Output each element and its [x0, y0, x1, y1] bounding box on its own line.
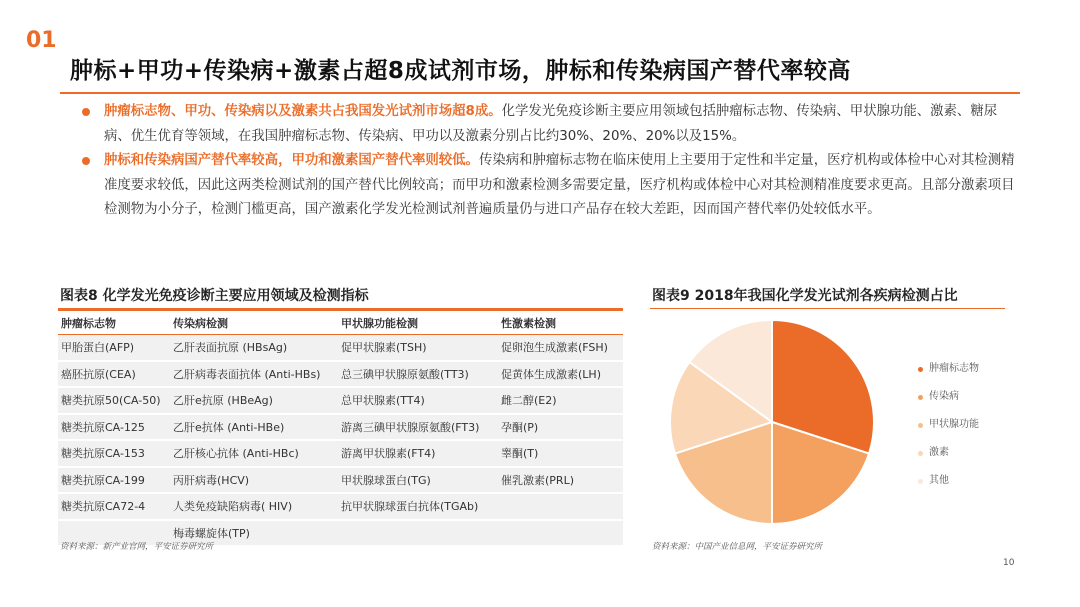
page-number: 10 — [1003, 558, 1015, 568]
table-cell: 糖类抗原CA72-4 — [58, 493, 170, 520]
table-title: 图表8 化学发光免疫诊断主要应用领域及检测指标 — [60, 288, 369, 304]
table-cell: 睾酮(T) — [498, 440, 623, 467]
table-header-cell: 甲状腺功能检测 — [338, 311, 498, 335]
table-cell: 丙肝病毒(HCV) — [170, 467, 338, 494]
table-cell: 乙肝核心抗体 (Anti-HBc) — [170, 440, 338, 467]
legend-label: 其他 — [929, 475, 949, 486]
table-cell: 促黄体生成激素(LH) — [498, 361, 623, 388]
table-cell: 促甲状腺素(TSH) — [338, 335, 498, 361]
legend-swatch-icon — [918, 479, 923, 484]
table-cell: 乙肝表面抗原 (HBsAg) — [170, 335, 338, 361]
table-cell: 促卵泡生成激素(FSH) — [498, 335, 623, 361]
table-cell: 糖类抗原CA-125 — [58, 414, 170, 441]
table-cell: 总甲状腺素(TT4) — [338, 387, 498, 414]
legend-label: 激素 — [929, 447, 949, 458]
legend-swatch-icon — [918, 395, 923, 400]
table-cell: 乙肝e抗体 (Anti-HBe) — [170, 414, 338, 441]
legend-item — [918, 362, 979, 390]
table-cell: 雌二醇(E2) — [498, 387, 623, 414]
table-cell: 梅毒螺旋体(TP) — [170, 520, 338, 547]
table-cell: 甲胎蛋白(AFP) — [58, 335, 170, 361]
table-cell: 糖类抗原50(CA-50) — [58, 387, 170, 414]
table-cell: 糖类抗原CA-153 — [58, 440, 170, 467]
table-cell: 游离三碘甲状腺原氨酸(FT3) — [338, 414, 498, 441]
legend-item — [918, 418, 979, 446]
legend-swatch-icon — [918, 451, 923, 456]
table-cell: 甲状腺球蛋白(TG) — [338, 467, 498, 494]
table-cell: 糖类抗原CA-199 — [58, 467, 170, 494]
table-cell: 乙肝e抗原 (HBeAg) — [170, 387, 338, 414]
bullet-text: 化学发光免疫诊断主要应用领域包括肿瘤标志物、传染病、甲状腺功能、激素、糖尿病、优生优育等领域，在我国肿瘤标志物、传染病、甲功以及激素分别占比约30%、20%、20%以及15%。 — [104, 104, 998, 144]
table-cell: 游离甲状腺素(FT4) — [338, 440, 498, 467]
page-title: 肿标+甲功+传染病+激素占超8成试剂市场，肿标和传染病国产替代率较高 — [70, 58, 851, 84]
table-cell: 总三碘甲状腺原氨酸(TT3) — [338, 361, 498, 388]
bullet-text: 传染病和肿瘤标志物在临床使用上主要用于定性和半定量，医疗机构或体检中心对其检测精准度要求较低，因此这两类检测试剂的国产替代比例较高；而甲功和激素检测多需要定量，医疗机构或体检中心对其检测精准度要求更高。且部分激素项目检测物为小分子，检测门槛更高，国产激素化学发光检测试剂普遍质量仍与进口产品存在较大差距，因而国产替代率仍处较低水平。 — [104, 153, 1015, 217]
legend-label: 肿瘤标志物 — [929, 363, 979, 374]
legend-label: 传染病 — [929, 391, 959, 402]
legend-swatch-icon — [918, 423, 923, 428]
table-cell: 癌胚抗原(CEA) — [58, 361, 170, 388]
bullet-highlight: 肿标和传染病国产替代率较高，甲功和激素国产替代率则较低。 — [104, 153, 479, 168]
legend-item — [918, 390, 979, 418]
table-cell: 孕酮(P) — [498, 414, 623, 441]
table-header-cell: 肿瘤标志物 — [58, 311, 170, 335]
table-cell: 人类免疫缺陷病毒( HIV) — [170, 493, 338, 520]
section-number: 01 — [26, 28, 57, 53]
legend-item — [918, 474, 979, 502]
bullet-highlight: 肿瘤标志物、甲功、传染病以及激素共占我国发光试剂市场超8成。 — [104, 104, 502, 119]
chart-legend — [918, 362, 979, 502]
legend-item — [918, 446, 979, 474]
table-cell: 乙肝病毒表面抗体 (Anti-HBs) — [170, 361, 338, 388]
table-header-cell: 性激素检测 — [498, 311, 623, 335]
table-source-note: 资料来源：新产业官网，平安证券研究所 — [60, 542, 214, 552]
table-header-cell: 传染病检测 — [170, 311, 338, 335]
legend-label: 甲状腺功能 — [929, 419, 979, 430]
table-cell: 催乳激素(PRL) — [498, 467, 623, 494]
chart-title: 图表9 2018年我国化学发光试剂各疾病检测占比 — [652, 288, 958, 304]
table-cell: 抗甲状腺球蛋白抗体(TGAb) — [338, 493, 498, 520]
chart-source-note: 资料来源：中国产业信息网，平安证券研究所 — [652, 542, 823, 552]
legend-swatch-icon — [918, 367, 923, 372]
